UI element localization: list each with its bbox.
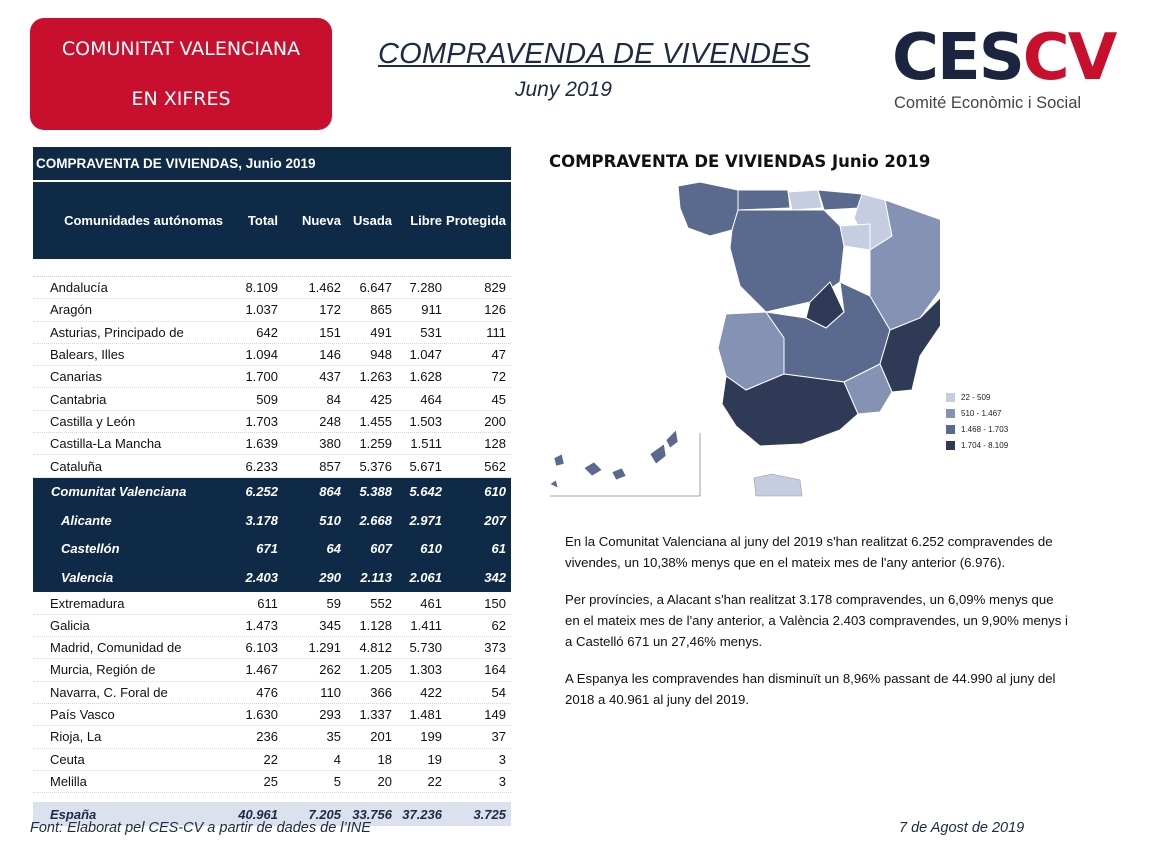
row-name: Melilla: [50, 773, 87, 789]
table-row: [33, 564, 511, 593]
legend-label-4: 1.704 - 8.109: [961, 440, 1009, 450]
row-libre: 1.303: [409, 662, 442, 678]
row-nueva: 64: [326, 541, 341, 557]
table-row: [33, 344, 511, 366]
total-total: 40.961: [238, 806, 278, 822]
row-libre: 1.481: [409, 707, 442, 723]
row-nueva: 380: [319, 436, 341, 452]
table-row: [33, 455, 511, 477]
row-nueva: 59: [326, 595, 341, 611]
table-row: [33, 478, 511, 507]
page-subtitle: Juny 2019: [515, 78, 612, 101]
row-libre: 1.511: [410, 436, 442, 452]
row-usada: 366: [370, 684, 392, 700]
legend-swatch-3: [946, 425, 955, 434]
row-usada: 20: [377, 773, 392, 789]
table-row: [33, 277, 511, 299]
table-row: [33, 726, 511, 748]
legend-label-3: 1.468 - 1.703: [961, 424, 1009, 434]
row-libre: 5.671: [409, 458, 442, 474]
row-libre: 7.280: [409, 280, 442, 296]
row-nueva: 35: [326, 729, 341, 745]
row-total: 1.094: [245, 347, 278, 363]
row-usada: 425: [370, 391, 392, 407]
row-protegida: 54: [491, 684, 506, 700]
badge-line2: EN XIFRES: [131, 88, 231, 110]
row-protegida: 128: [484, 436, 506, 452]
publication-date: 7 de Agost de 2019: [899, 820, 1025, 836]
row-name: Balears, Illes: [50, 347, 125, 363]
row-total: 1.630: [245, 707, 278, 723]
row-libre: 5.730: [409, 640, 442, 656]
total-nueva: 7.205: [308, 806, 341, 822]
row-libre: 5.642: [409, 484, 442, 500]
row-nueva: 4: [333, 751, 341, 767]
row-nueva: 110: [320, 684, 341, 700]
row-protegida: 45: [491, 391, 506, 407]
row-usada: 1.263: [359, 369, 392, 385]
row-total: 1.473: [245, 617, 278, 633]
row-protegida: 126: [484, 302, 506, 318]
row-nueva: 5: [333, 773, 341, 789]
row-usada: 2.668: [359, 512, 392, 528]
row-usada: 6.647: [359, 280, 392, 296]
row-protegida: 342: [484, 570, 506, 586]
row-protegida: 562: [484, 458, 506, 474]
table-caption: COMPRAVENTA DE VIVIENDAS, Junio 2019: [33, 147, 511, 182]
table-row: [33, 749, 511, 771]
region-rioja: [840, 224, 870, 250]
row-total: 3.178: [245, 512, 278, 528]
row-total: 476: [256, 684, 278, 700]
row-name: Extremadura: [50, 595, 125, 611]
row-usada: 491: [370, 324, 392, 340]
row-usada: 1.455: [359, 413, 392, 429]
row-total: 25: [263, 773, 278, 789]
row-libre: 199: [420, 729, 442, 745]
legend-swatch-2: [946, 409, 955, 418]
summary-text: [565, 531, 1070, 726]
row-usada: 2.113: [360, 570, 392, 586]
legend-label-2: 510 - 1.467: [961, 408, 1002, 418]
summary-paragraph-3: A Espanya les compravendes han disminuït un 8,96% passant de 44.990 al juny del 2018 a 40.961 al juny del 2019.: [565, 671, 1056, 707]
table-body: [33, 277, 511, 793]
row-total: 1.639: [245, 436, 278, 452]
table-header: [33, 182, 511, 259]
row-libre: 911: [421, 302, 442, 318]
row-protegida: 149: [484, 707, 506, 723]
region-canarias: [550, 430, 678, 488]
row-name: Castilla-La Mancha: [50, 436, 162, 452]
row-protegida: 47: [491, 347, 506, 363]
row-usada: 201: [370, 729, 392, 745]
region-ceuta-melilla: [754, 474, 802, 496]
row-name: País Vasco: [50, 707, 115, 723]
map-legend: [946, 389, 1008, 453]
row-name: Rioja, La: [50, 729, 102, 745]
row-protegida: 164: [484, 662, 506, 678]
table-row: [33, 704, 511, 726]
row-total: 611: [257, 595, 278, 611]
row-total: 1.700: [245, 369, 278, 385]
row-total: 8.109: [245, 280, 278, 296]
row-libre: 464: [420, 391, 442, 407]
row-protegida: 207: [484, 512, 506, 528]
row-protegida: 37: [491, 729, 506, 745]
table-row: [33, 592, 511, 614]
row-libre: 1.628: [409, 369, 442, 385]
legend-item-2: [946, 405, 1008, 421]
legend-label-1: 22 - 509: [961, 392, 991, 402]
badge-line1: COMUNITAT VALENCIANA: [61, 38, 301, 60]
row-usada: 5.376: [359, 458, 392, 474]
legend-item-3: [946, 421, 1008, 437]
total-name: España: [50, 806, 97, 822]
region-pais-vasco: [818, 190, 862, 210]
row-total: 509: [256, 391, 278, 407]
row-protegida: 829: [484, 280, 506, 296]
row-total: 6.103: [245, 640, 278, 656]
row-name: Comunitat Valenciana: [51, 484, 187, 500]
row-name: Cataluña: [50, 458, 103, 474]
row-protegida: 610: [484, 484, 506, 500]
table-row: [33, 771, 511, 793]
table-row: [33, 411, 511, 433]
header-total: Total: [247, 213, 278, 228]
row-libre: 610: [420, 541, 442, 557]
row-nueva: 151: [319, 324, 341, 340]
row-libre: 1.047: [409, 347, 442, 363]
row-name: Aragón: [50, 302, 92, 318]
table-row: [33, 615, 511, 637]
table-row: [33, 659, 511, 681]
row-name: Valencia: [61, 570, 114, 586]
row-usada: 1.128: [359, 617, 392, 633]
summary-paragraph-2: Per províncies, a Alacant s'han realitzat 3.178 compravendes, un 6,09% menys que en el mateix mes de l'any anterior, a València 2.403 compravendes, un 9,90% menys i a Castelló 671 un 27,46% menys.: [565, 592, 1068, 649]
row-name: Castellón: [61, 541, 120, 557]
legend-swatch-4: [946, 441, 955, 450]
row-name: Cantabria: [50, 391, 107, 407]
row-nueva: 146: [319, 347, 341, 363]
total-usada: 33.756: [352, 806, 392, 822]
row-name: Alicante: [61, 512, 112, 528]
row-usada: 607: [370, 541, 392, 557]
legend-item-1: [946, 389, 1008, 405]
row-nueva: 84: [326, 391, 341, 407]
spain-choropleth-map: [540, 178, 940, 503]
map-title: COMPRAVENTA DE VIVIENDAS Junio 2019: [549, 152, 931, 171]
row-libre: 22: [427, 773, 442, 789]
table-row: [33, 535, 511, 564]
row-protegida: 61: [491, 541, 506, 557]
row-name: Madrid, Comunidad de: [50, 640, 182, 656]
logo-text-dark: CES: [892, 21, 1023, 95]
cescv-logo: [892, 21, 1116, 119]
region-cantabria: [788, 190, 822, 210]
row-usada: 1.337: [359, 707, 392, 723]
row-usada: 1.259: [359, 436, 392, 452]
row-usada: 1.205: [359, 662, 392, 678]
region-badge: [30, 18, 332, 130]
row-nueva: 1.291: [308, 640, 341, 656]
table-spacer: [33, 259, 511, 277]
row-libre: 1.503: [409, 413, 442, 429]
row-total: 1.467: [245, 662, 278, 678]
row-total: 671: [256, 541, 278, 557]
row-protegida: 373: [484, 640, 506, 656]
logo-text-red: CV: [1022, 21, 1116, 95]
region-galicia: [678, 182, 738, 236]
table-row: [33, 366, 511, 388]
table-row: [33, 388, 511, 410]
row-libre: 461: [420, 595, 442, 611]
row-protegida: 62: [491, 617, 506, 633]
row-nueva: 290: [319, 570, 341, 586]
row-name: Castilla y León: [50, 413, 136, 429]
table-row: [33, 322, 511, 344]
table-row: [33, 506, 511, 535]
row-name: Navarra, C. Foral de: [50, 684, 168, 700]
row-libre: 531: [420, 324, 442, 340]
row-nueva: 857: [319, 458, 341, 474]
row-total: 1.037: [245, 302, 278, 318]
row-nueva: 172: [319, 302, 341, 318]
page-title: COMPRAVENDA DE VIVENDES: [378, 38, 811, 70]
header-protegida: Protegida: [446, 213, 506, 228]
row-name: Andalucía: [50, 280, 108, 296]
table-row: [33, 682, 511, 704]
row-nueva: 248: [319, 413, 341, 429]
legend-swatch-1: [946, 393, 955, 402]
row-name: Murcia, Región de: [50, 662, 156, 678]
row-usada: 948: [370, 347, 392, 363]
header-region: Comunidades autónomas: [64, 213, 223, 228]
row-nueva: 510: [319, 512, 341, 528]
row-nueva: 1.462: [308, 280, 341, 296]
row-usada: 5.388: [359, 484, 392, 500]
row-nueva: 293: [319, 707, 341, 723]
row-total: 6.233: [245, 458, 278, 474]
row-protegida: 150: [484, 595, 506, 611]
header-usada: Usada: [352, 213, 392, 228]
row-total: 642: [256, 324, 278, 340]
row-usada: 552: [370, 595, 392, 611]
row-usada: 18: [377, 751, 392, 767]
row-usada: 865: [370, 302, 392, 318]
table-row: [33, 637, 511, 659]
header-nueva: Nueva: [301, 213, 341, 228]
row-libre: 1.411: [410, 617, 442, 633]
row-name: Asturias, Principado de: [50, 324, 184, 340]
row-total: 236: [256, 729, 278, 745]
table-row: [33, 433, 511, 455]
row-libre: 422: [420, 684, 442, 700]
row-total: 6.252: [245, 484, 278, 500]
header-libre: Libre: [410, 213, 442, 228]
logo-subtitle: Comité Econòmic i Social: [894, 94, 1082, 112]
row-libre: 19: [427, 751, 442, 767]
sales-table: [33, 147, 511, 826]
row-protegida: 111: [486, 324, 506, 340]
row-total: 1.703: [245, 413, 278, 429]
row-protegida: 200: [484, 413, 506, 429]
row-nueva: 437: [319, 369, 341, 385]
source-note: Font: Elaborat pel CES-CV a partir de dades de l’INE: [30, 820, 371, 836]
row-libre: 2.971: [409, 512, 442, 528]
row-nueva: 262: [319, 662, 341, 678]
row-total: 2.403: [245, 570, 278, 586]
total-libre: 37.236: [402, 806, 442, 822]
row-name: Ceuta: [50, 751, 85, 767]
region-asturias: [738, 190, 790, 210]
row-nueva: 345: [319, 617, 341, 633]
row-name: Galicia: [50, 617, 90, 633]
row-libre: 2.061: [409, 570, 442, 586]
legend-item-4: [946, 437, 1008, 453]
row-protegida: 72: [491, 369, 506, 385]
total-protegida: 3.725: [473, 806, 506, 822]
row-protegida: 3: [498, 751, 506, 767]
row-name: Canarias: [50, 369, 103, 385]
row-nueva: 864: [319, 484, 341, 500]
row-protegida: 3: [498, 773, 506, 789]
summary-paragraph-1: En la Comunitat Valenciana al juny del 2019 s'han realitzat 6.252 compravendes de vivendes, un 10,38% menys que en el mateix mes de l'any anterior (6.976).: [565, 534, 1053, 570]
table-row: [33, 299, 511, 321]
row-total: 22: [263, 751, 278, 767]
row-usada: 4.812: [359, 640, 392, 656]
